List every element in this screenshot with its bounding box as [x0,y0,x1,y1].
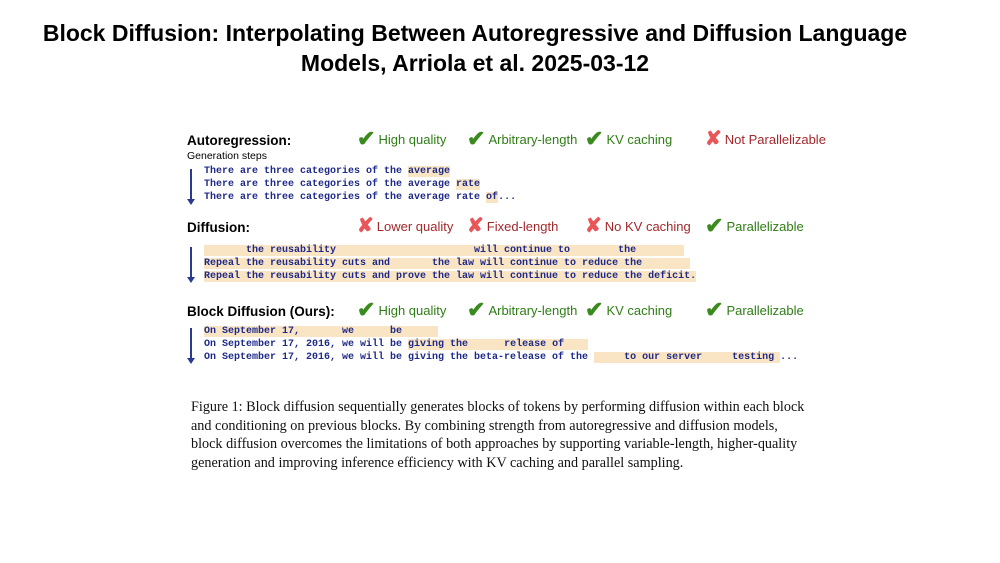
feature-label: KV caching [606,302,673,318]
generated-block: Repeal the reusability cuts and prove the law will continue to reduce the deficit. [204,271,697,282]
feature-kv-caching [585,297,673,322]
check-icon: ✔ [585,126,604,151]
generated-block: rate [456,179,481,190]
feature-fixed-length [467,216,558,236]
generated-block: to our server testing [594,352,781,363]
section-heading: Autoregression: [187,133,292,148]
feature-high-quality [357,126,447,151]
cross-icon: ✘ [467,215,484,237]
feature-arbitrary-length [467,126,578,151]
cross-icon: ✘ [585,215,602,237]
feature-label: High quality [378,131,447,147]
check-icon: ✔ [467,297,486,322]
feature-parallelizable [705,297,804,322]
figure-caption: Figure 1: Block diffusion sequentially generates blocks of tokens by performing diffusion within each block and conditioning on previous blocks. By combining strength from autoregressive and diffusion models, block diffusion overcomes the limitations of both approaches by supporting variable-length, higher-quality generation and improving inference efficiency with KV caching and parallel sampling. [191,399,805,471]
generation-steps-label: Generation steps [187,150,267,162]
cross-icon: ✘ [705,128,722,150]
token-lines [204,325,798,364]
check-icon: ✔ [357,297,376,322]
generated-block: average [408,166,451,177]
feature-label: Parallelizable [726,218,804,234]
feature-label: Lower quality [376,218,454,234]
generated-block: of [486,192,499,203]
check-icon: ✔ [357,126,376,151]
generated-block: On September 17, we be [204,326,439,337]
feature-label: Parallelizable [726,302,804,318]
token-line [204,165,516,178]
generated-block: giving the release of [408,339,589,350]
context-tokens: There are three categories of the average rate [204,192,487,203]
token-line [204,257,696,270]
token-line [204,178,516,191]
section-heading: Diffusion: [187,220,250,235]
context-tokens: ... [498,192,517,203]
context-tokens: There are three categories of the average [204,179,457,190]
section-heading: Block Diffusion (Ours): [187,304,335,319]
check-icon: ✔ [705,213,724,238]
context-tokens: On September 17, 2016, we will be giving the beta-release of the [204,352,595,363]
feature-label: KV caching [606,131,673,147]
token-line [204,270,696,283]
feature-label: Arbitrary-length [488,302,578,318]
feature-no-kv-caching [585,216,691,236]
feature-lower-quality [357,216,453,236]
context-tokens: There are three categories of the [204,166,409,177]
feature-label: High quality [378,302,447,318]
context-tokens: ... [780,352,799,363]
slide-title [0,18,950,78]
feature-label: Fixed-length [486,218,559,234]
generation-arrow-icon [190,247,192,279]
feature-high-quality [357,297,447,322]
feature-parallelizable [705,213,804,238]
token-line [204,351,798,364]
generated-block: the reusability will continue to the [204,245,685,256]
check-icon: ✔ [585,297,604,322]
title-line-1: Block Diffusion: Interpolating Between Autoregressive and Diffusion Language [42,20,908,46]
token-lines [204,165,516,204]
check-icon: ✔ [467,126,486,151]
generation-arrow-icon [190,169,192,201]
feature-label: No KV caching [604,218,691,234]
context-tokens: On September 17, 2016, we will be [204,339,409,350]
feature-not-parallelizable [705,129,826,149]
generated-block: Repeal the reusability cuts and the law will continue to reduce the [204,258,691,269]
token-line [204,338,798,351]
title-line-2: Models, Arriola et al. 2025-03-12 [300,50,650,76]
token-lines [204,244,696,283]
feature-label: Arbitrary-length [488,131,578,147]
feature-label: Not Parallelizable [724,131,826,147]
feature-kv-caching [585,126,673,151]
generation-arrow-icon [190,328,192,360]
feature-arbitrary-length [467,297,578,322]
token-line [204,191,516,204]
cross-icon: ✘ [357,215,374,237]
check-icon: ✔ [705,297,724,322]
token-line [204,325,798,338]
token-line [204,244,696,257]
